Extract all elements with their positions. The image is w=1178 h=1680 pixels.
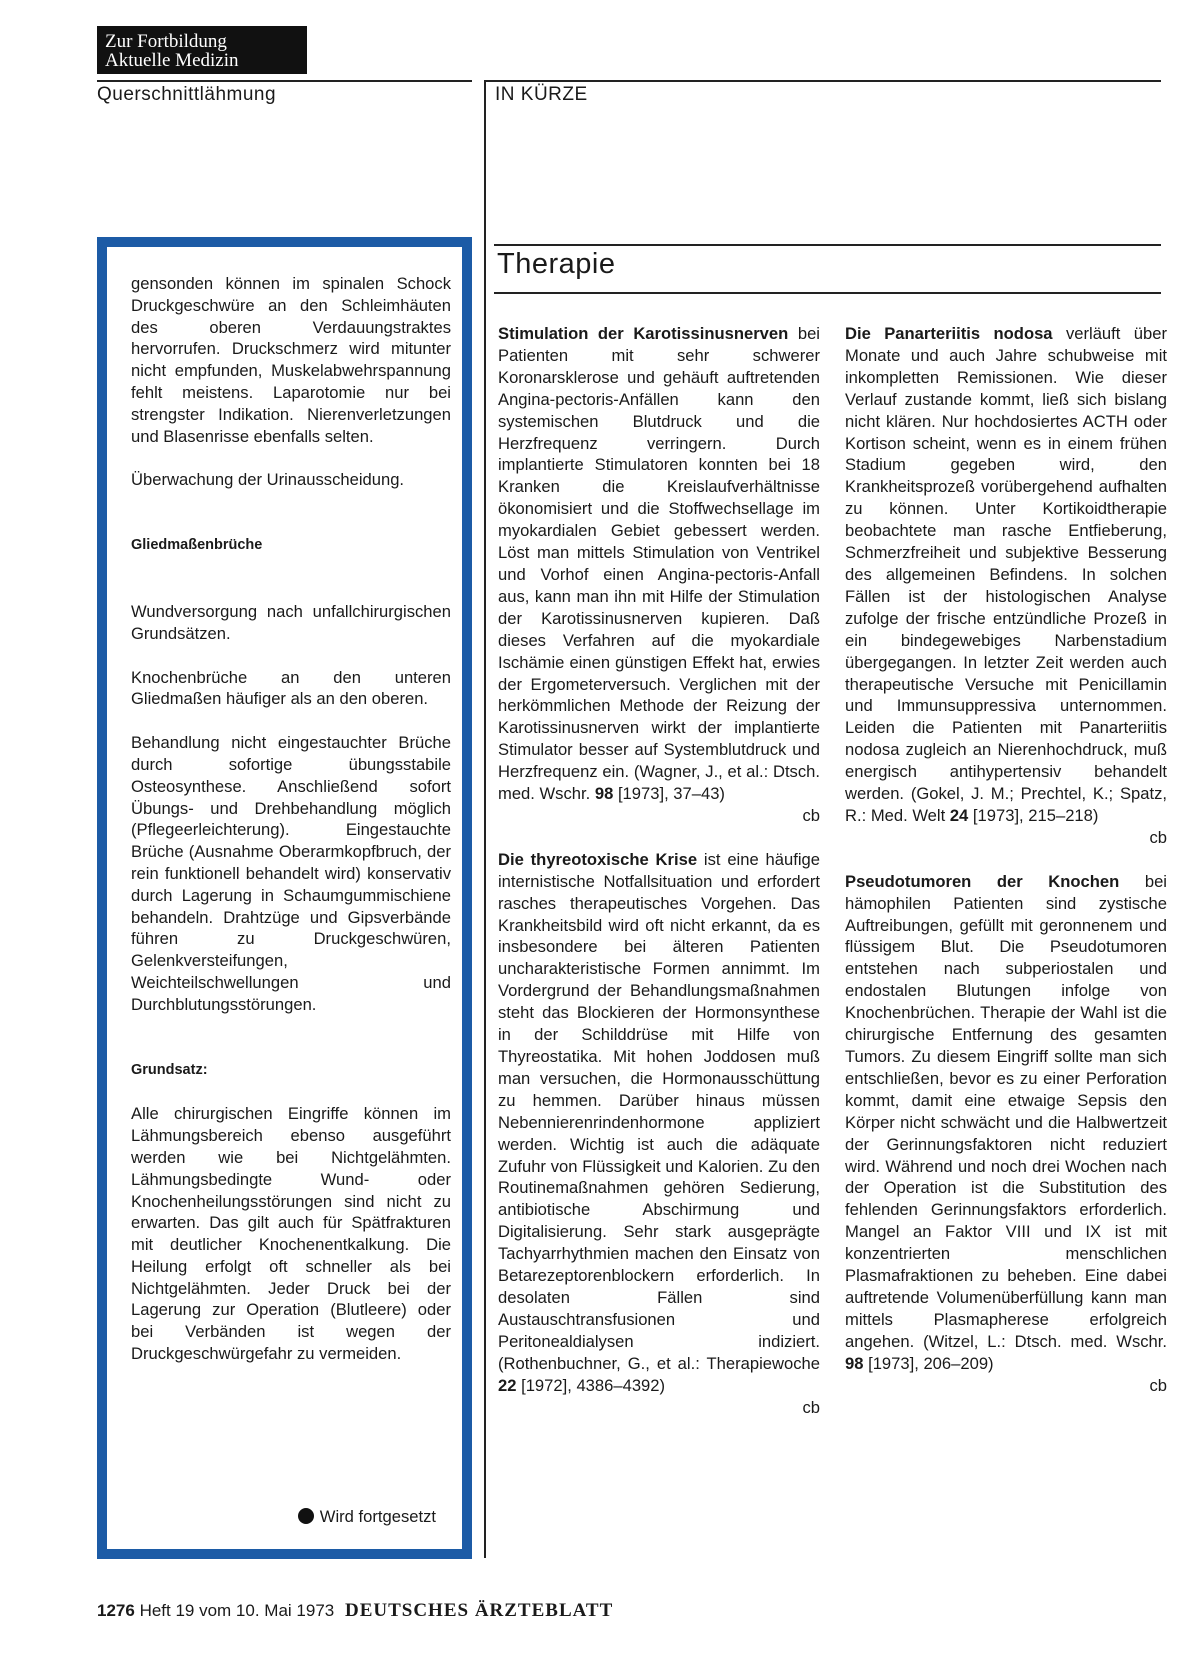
badge-line-1: Zur Fortbildung (105, 31, 227, 52)
article-title: Die Panarteriitis nodosa (845, 324, 1053, 343)
article-volume: 22 (498, 1375, 517, 1395)
column-divider (484, 80, 486, 1558)
continued-article-box (97, 237, 472, 1559)
box-subheading: Grundsatz: (131, 1061, 208, 1078)
continued-label: Wird fortgesetzt (319, 1507, 436, 1526)
article-reference: [1972], 4386–4392) (521, 1375, 666, 1395)
article-body: bei Patienten mit sehr schwerer Koronarsklerose und gehäuft auftretenden Angina-pectoris-Anfällen kann den systemischen Blutdruck und die Herzfrequenz verringern. Durch implantierte Stimulatoren konnten bei 18 Kranken die Kreislaufverhältnisse ökonomisiert und die Stoffwechsellage im myokardialen Gebiet gebessert werden. Löst man mittels Stimulation von Ventrikel und Vorhof einen Angina-pectoris-Anfall aus, kann man ihn mit Hilfe der Stimulation der Karotissinusnerven kupieren. Daß dieses Verfahren auf die myokardiale Ischämie einen günstigen Effekt hat, erwies der Ergometerversuch. Verglichen mit der herkömmlichen Methode der Reizung der Karotissinusnerven wirkt der implantierte Stimulator besser auf Systemblutdruck und Herzfrequenz ein. (Wagner, J., et al.: Dtsch. med. Wschr. (498, 324, 820, 804)
box-paragraph: Wundversorgung nach unfallchirurgischen Grundsätzen. (131, 601, 451, 643)
article-body: verläuft über Monate und auch Jahre schubweise mit inkompletten Remissionen. Wie dieser Verlauf zustande kommt, ließ sich bislang nicht klären. Nur hochdosiertes ACTH oder Kortison scheint, wenn es in einem frühen Stadium gegeben wird, den Krankheitsprozeß vorübergehend aufhalten zu können. Unter Kortikoidtherapie beobachtete man rasche Entfieberung, Schmerzfreiheit und subjektive Besserung des allgemeinen Befindens. In solchen Fällen ist der histologischen Analyse zufolge der frische entzündliche Prozeß in ein bindegewebiges Narbenstadium übergegangen. In letzter Zeit werden auch therapeutische Versuche mit Penicillamin und Immunsuppressiva unternommen. Leiden die Patienten mit Panarteriitis nodosa zugleich an Nierenhochdruck, muß energisch antihypertensiv behandelt werden. (Gokel, J. M.; Prechtel, K.; Spatz, R.: Med. Welt (845, 324, 1167, 825)
therapie-bottom-rule (494, 292, 1161, 294)
left-header-rule (97, 80, 472, 82)
issue-info: Heft 19 vom 10. Mai 1973 (139, 1601, 335, 1620)
box-paragraph: Knochenbrüche an den unteren Gliedmaßen häufiger als an den oberen. (131, 667, 451, 709)
article-reference: [1973], 206–209) (868, 1353, 994, 1373)
article-title: Pseudotumoren der Knochen (845, 871, 1120, 891)
article-signature: cb (802, 1397, 820, 1417)
therapie-column-1 (498, 323, 820, 1440)
magazine-name: DEUTSCHES ÄRZTEBLATT (344, 1600, 614, 1621)
article-title: Die thyreotoxische Krise (498, 849, 698, 869)
box-subheading: Gliedmaßenbrüche (131, 537, 263, 554)
article-title: Stimulation der Karotissinusnerven (498, 324, 789, 343)
article-panarteriitis (845, 323, 1167, 849)
article-stimulation (498, 323, 820, 827)
left-section-title: Querschnittlähmung (97, 84, 277, 105)
article-reference: [1973], 37–43) (617, 784, 725, 804)
right-header-rule (484, 80, 1161, 82)
article-volume: 98 (845, 1353, 864, 1373)
article-signature: cb (1149, 827, 1167, 847)
article-body: ist eine häufige internistische Notfallsituation und erfordert rasches therapeutisches Vorgehen. Das Krankheitsbild wird oft nicht erkannt, da es insbesondere bei älteren Patienten uncharakteristische Formen annimmt. Im Vordergrund der Behandlungsmaßnahmen steht das Blockieren der Hormonsynthese in der Schilddrüse mit Hilfe von Thyreostatika. Mit hohen Joddosen muß man versuchen, die Hormonausschüttung zu hemmen. Darüber hinaus müssen Nebennierenrindenhormone appliziert werden. Wichtig ist auch die adäquate Zufuhr von Flüssigkeit und Kalorien. Zu den Routinemaßnahmen gehören Sedierung, antibiotische Abschirmung und Digitalisierung. Sehr stark ausgeprägte Tachyarrhythmien machen den Einsatz von Betarezeptorenblockern erforderlich. In desolaten Fällen sind Austauschtransfusionen und Peritonealdialysen indiziert. (Rothenbuchner, G., et al.: Therapiewoche (498, 849, 820, 1373)
section-badge (97, 26, 307, 74)
article-signature: cb (1149, 1375, 1167, 1395)
article-thyreotoxisch (498, 849, 820, 1419)
bullet-icon (298, 1508, 314, 1524)
therapie-column-2 (845, 323, 1167, 1419)
article-volume: 24 (949, 805, 969, 825)
box-paragraph: Behandlung nicht eingestauchter Brüche durch sofortige übungsstabile Osteosynthese. Anschließend sofort Übungs- und Drehbehandlung möglich (Pflegeerleichterung). Eingestauchte Brüche (Ausnahme Oberarmkopfbruch, der rein funktionell behandelt wird) konservativ durch Lagerung in Schaumgummischiene behandeln. Drahtzüge und Gipsverbände führen zu Druckgeschwüren, Gelenkversteifungen, Weichteilschwellungen und Durchblutungsstörungen. (131, 733, 451, 1014)
article-volume: 98 (594, 784, 614, 804)
box-paragraph: gensonden können im spinalen Schock Druckgeschwüre an den Schleimhäuten des oberen Verdauungstraktes hervorrufen. Druckschmerz wird mitunter nicht empfunden, Muskelabwehrspannung fehlt meistens. Laparotomie nur bei strengster Indikation. Nierenverletzungen und Blasenrisse ebenfalls selten. (131, 274, 451, 446)
continued-note (298, 1507, 436, 1527)
article-pseudotumoren (845, 871, 1167, 1397)
box-paragraph: Alle chirurgischen Eingriffe können im Lähmungsbereich ebenso ausgeführt werden wie bei Nichtgelähmten. Lähmungsbedingte Wund- oder Knochenheilungsstörungen sind nicht zu erwarten. Das gilt auch für Spätfrakturen mit deutlicher Knochenentkalkung. Die Heilung erfolgt oft schneller als bei Nichtgelähmten. Jeder Druck bei der Lagerung zur Operation (Blutleere) oder bei Verbänden ist wegen der Druckgeschwürgefahr zu vermeiden. (131, 1104, 451, 1364)
article-signature: cb (802, 805, 820, 825)
box-paragraph: Überwachung der Urinausscheidung. (131, 470, 405, 490)
page-number: 1276 (97, 1601, 135, 1620)
badge-line-2: Aktuelle Medizin (105, 50, 239, 71)
article-body: bei hämophilen Patienten sind zystische Auftreibungen, gefüllt mit geronnenem und flüssigem Blut. Die Pseudotumoren entstehen nach subperiostalen und endostalen Blutungen infolge von Knochenbrüchen. Therapie der Wahl ist die chirurgische Entfernung des gesamten Tumors. Zu diesem Eingriff sollte man sich entschließen, bevor es zu einer Perforation kommt, damit eine etwaige Sepsis den Körper nicht schwächt und die Halbwertzeit der Gerinnungsfaktoren nicht reduziert wird. Während und noch drei Wochen nach der Operation ist die Substitution des fehlenden Gerinnungsfaktors erforderlich. Mangel an Faktor VIII und IX ist mit konzentrierten menschlichen Plasmafraktionen zu beheben. Eine dabei auftretende Volumenüberfüllung kann man mittels Plasmapherese erfolgreich angehen. (Witzel, L.: Dtsch. med. Wschr. (845, 871, 1167, 1351)
therapie-top-rule (494, 244, 1161, 246)
therapie-heading: Therapie (497, 248, 616, 280)
page-footer (97, 1600, 613, 1622)
article-reference: [1973], 215–218) (972, 805, 1099, 825)
right-section-title: IN KÜRZE (495, 84, 588, 105)
